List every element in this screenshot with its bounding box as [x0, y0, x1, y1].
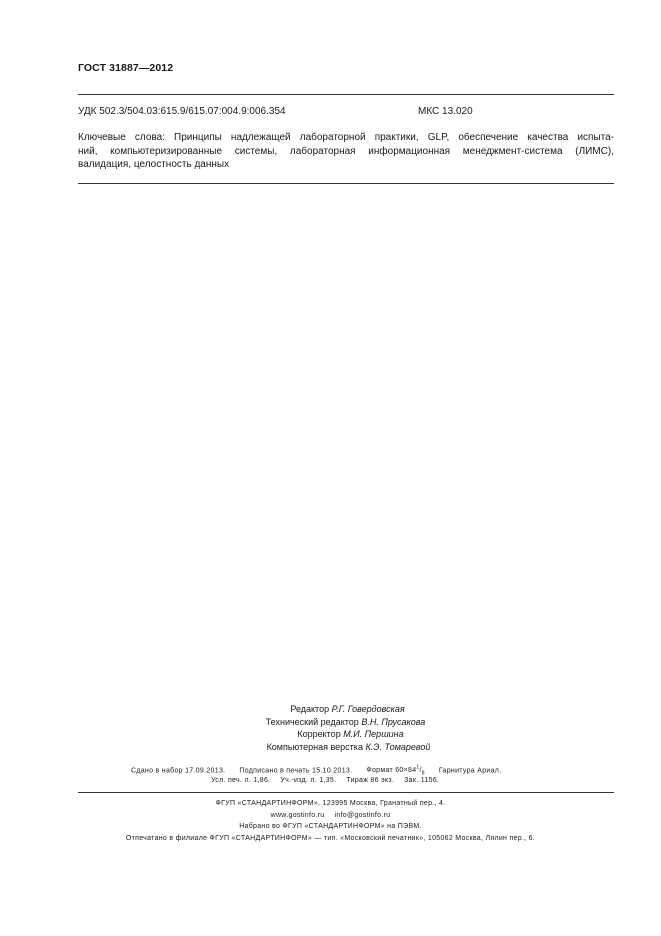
layout-role: Компьютерная верстка	[266, 741, 363, 752]
printed-note: Отпечатано в филиале ФГУП «СТАНДАРТИНФОРМ» — тип. «Московский печатник», 105062 Москва, Лялин пер., 6.	[125, 834, 536, 842]
credit-proofreader	[0, 728, 661, 741]
editor-role: Редактор	[290, 704, 330, 714]
keywords-line-3: валидация, целостность данных	[78, 159, 230, 170]
publisher-footer	[0, 798, 661, 844]
credits-block	[0, 703, 661, 753]
signed-date: Подписано в печать 15.10.2013.	[239, 767, 353, 775]
mks-classification: МКС 13.020	[418, 106, 473, 117]
publisher-website: www.gostinfo.ru	[270, 811, 325, 819]
format-denominator: 8	[421, 770, 425, 777]
submitted-date: Сдано в набор 17.09.2013.	[131, 767, 226, 775]
top-divider	[78, 94, 614, 95]
pub-sheets: Уч.-изд. л. 1,35.	[280, 777, 337, 784]
credit-editor	[0, 703, 661, 716]
keywords-line-1: Ключевые слова: Принципы надлежащей лабораторной практики, GLP, обеспечение качества испыта-	[78, 132, 614, 143]
publisher-address: ФГУП «СТАНДАРТИНФОРМ», 123995 Москва, Гранатный пер., 4.	[215, 800, 446, 807]
print-run: Тираж 86 экз.	[346, 777, 395, 784]
tech-editor-role: Технический редактор	[265, 716, 359, 727]
keywords-block	[78, 131, 614, 172]
udk-classification: УДК 502.3/504.03:615.9/615.07:004.9:006.354	[78, 106, 286, 117]
print-sheets: Усл. печ. л. 1,86.	[211, 777, 271, 784]
proofreader-name: М.И. Першина	[343, 729, 404, 739]
keywords-divider	[78, 183, 614, 184]
paper-format: Формат $60\times 84^1/_8$	[366, 765, 425, 777]
publisher-email: info@gostinfo.ru	[334, 811, 391, 819]
order-number: Зак. 1156.	[404, 777, 440, 784]
publication-line-2	[211, 777, 439, 784]
credit-layout	[0, 741, 661, 754]
layout-name: К.Э. Томаревой	[365, 741, 431, 752]
proofreader-role: Корректор	[297, 729, 341, 739]
publisher-contacts	[0, 810, 661, 822]
editor-name: Р.Г. Говердовская	[331, 704, 405, 714]
footer-divider	[78, 792, 614, 793]
keywords-line-2: ний, компьютеризированные системы, лабораторная информационная менеджмент-система (ЛИМС),	[78, 145, 614, 157]
tech-editor-name: В.Н. Прусакова	[361, 716, 426, 727]
publication-line-1	[131, 765, 501, 777]
format-numerator: 1	[416, 765, 420, 771]
typeset-note: Набрано во ФГУП «СТАНДАРТИНФОРМ» на ПЭВМ.	[239, 823, 422, 830]
credit-tech-editor	[0, 716, 661, 729]
document-code: ГОСТ 31887—2012	[78, 62, 174, 74]
typeface: Гарнитура Ариал.	[438, 767, 502, 775]
